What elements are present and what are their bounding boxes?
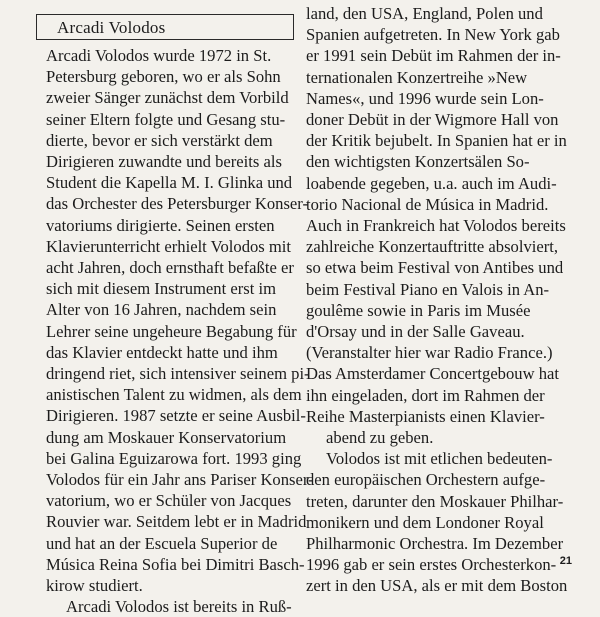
text-line: das Orchester des Petersburger Konser- [46, 194, 309, 214]
text-line: Arcadi Volodos wurde 1972 in St. [46, 46, 272, 65]
text-line: Spanien aufgetreten. In New York gab [306, 25, 560, 45]
text-line: Names«, und 1996 wurde sein Lon- [306, 88, 544, 108]
text-line: so etwa beim Festival von Antibes und [306, 258, 564, 278]
page-number: 21 [559, 555, 572, 567]
text-line: zert in den USA, als er mit dem Boston [306, 576, 568, 596]
text-line: Das Amsterdamer Concertgebouw hat [306, 364, 559, 384]
text-line: Música Reina Sofia bei Dimitri Basch- [46, 554, 305, 574]
text-line: Alter von 16 Jahren, nachdem sein [46, 300, 277, 320]
text-line: doner Debüt in der Wigmore Hall von [306, 110, 559, 130]
text-line: loabende gegeben, u.a. auch im Audi- [306, 173, 557, 193]
text-line: vatoriums dirigierte. Seinen ersten [46, 215, 275, 235]
text-line: goulême sowie in Paris im Musée [306, 300, 531, 320]
text-line: Dirigieren zuwandte und bereits als [46, 152, 282, 172]
text-line: treten, darunter den Moskauer Philhar- [306, 491, 564, 511]
text-line: Auch in Frankreich hat Volodos bereits [306, 216, 566, 236]
text-line: beim Festival Piano en Valois in An- [306, 279, 550, 299]
text-line: sich mit diesem Instrument erst im [46, 279, 276, 299]
text-line: dierte, bevor er sich verstärkt dem [46, 130, 273, 150]
text-line: abend zu geben. [326, 428, 434, 448]
text-line: dringend riet, sich intensiver seinem pi- [46, 364, 310, 384]
text-line: Student die Kapella M. I. Glinka und [46, 173, 293, 193]
text-line: der Kritik bejubelt. In Spanien hat er in [306, 131, 567, 151]
text-line: d'Orsay und in der Salle Gaveau. [306, 322, 525, 342]
text-line: dung am Moskauer Konservatorium [46, 427, 287, 447]
text-line: den wichtigsten Konzertsälen So- [306, 152, 530, 172]
text-line: zweier Sänger zunächst dem Vorbild [46, 88, 289, 108]
text-line: monikern und dem Londoner Royal [306, 512, 544, 532]
text-line: Volodos für ein Jahr ans Pariser Konser- [46, 470, 314, 490]
header-title: Arcadi Volodos [57, 18, 166, 37]
text-line: (Veranstalter hier war Radio France.) [306, 343, 553, 363]
paragraph-start-line: Arcadi Volodos ist bereits in Ruß- [66, 597, 292, 617]
paragraph-start-line: Volodos ist mit etlichen bedeuten- [326, 449, 553, 469]
text-line: das Klavier entdeckt hatte und ihm [46, 342, 278, 362]
text-line: Klavierunterricht erhielt Volodos mit [46, 236, 292, 256]
text-line: bei Galina Eguizarowa fort. 1993 ging [46, 448, 302, 468]
text-line: Dirigieren. 1987 setzte er seine Ausbil- [46, 406, 306, 426]
text-line: ternationalen Konzertreihe »New [306, 67, 528, 87]
text-line: land, den USA, England, Polen und [306, 4, 543, 23]
text-line: und hat an der Escuela Superior de [46, 533, 278, 553]
text-line: Philharmonic Orchestra. Im Dezember [306, 534, 564, 554]
header-box [36, 14, 294, 40]
text-line: seiner Eltern folgte und Gesang stu- [46, 109, 286, 129]
text-line: den europäischen Orchestern aufge- [306, 470, 546, 490]
text-line: Petersburg geboren, wo er als Sohn [46, 67, 281, 87]
text-line: Lehrer seine ungeheure Begabung für [46, 321, 297, 341]
text-line: anistischen Talent zu widmen, als dem [46, 385, 302, 405]
right-column [306, 3, 576, 597]
text-line: vatorium, wo er Schüler von Jacques [46, 491, 292, 511]
left-column [46, 45, 314, 617]
text-line: zahlreiche Konzertauftritte absolviert, [306, 237, 559, 257]
text-line: torio Nacional de Música in Madrid. [306, 194, 549, 214]
text-line: 1996 gab er sein erstes Orchesterkon- [306, 555, 557, 575]
text-line: Rouvier war. Seitdem lebt er in Madrid [46, 512, 307, 532]
text-line: kirow studiert. [46, 576, 143, 596]
text-line: Reihe Masterpianists einen Klavier- [306, 406, 545, 426]
text-line: er 1991 sein Debüt im Rahmen der in- [306, 46, 561, 66]
text-line: ihn eingeladen, dort im Rahmen der [306, 385, 545, 405]
text-line: acht Jahren, doch ernsthaft befaßte er [46, 258, 294, 278]
